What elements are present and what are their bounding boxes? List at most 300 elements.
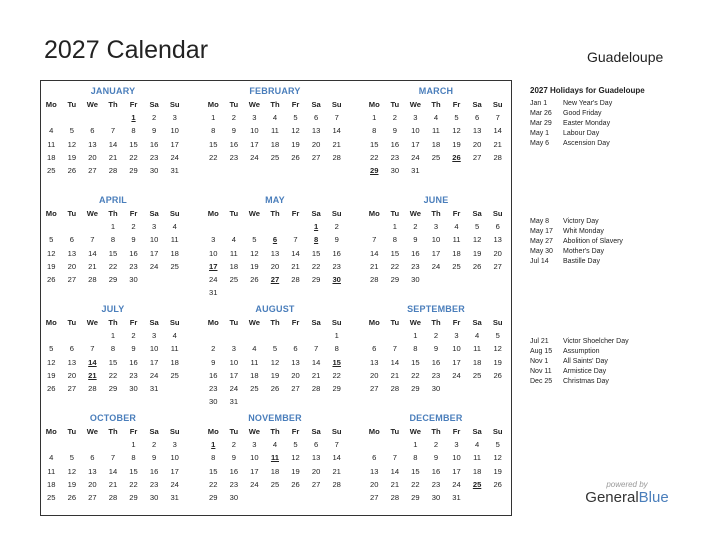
day-cell: 16 [390, 139, 400, 149]
day-cell: 5 [252, 235, 257, 245]
empty-cell [224, 286, 245, 299]
month-name: SEPTEMBER [407, 304, 465, 314]
weekday-header: Fr [452, 427, 461, 437]
day-cell: 9 [151, 453, 157, 463]
empty-cell [426, 164, 447, 177]
day-cell: 6 [90, 453, 95, 463]
day-cell: 3 [231, 344, 236, 354]
holiday-item [530, 257, 623, 267]
day-cell: 13 [370, 466, 379, 476]
day-cell: 3 [172, 440, 177, 450]
weekday-header: Tu [67, 100, 77, 110]
day-cell: 7 [293, 235, 298, 245]
day-cell: 15 [411, 466, 420, 476]
empty-cell [82, 111, 103, 124]
day-cell: 25 [431, 152, 441, 162]
day-cell: 22 [108, 370, 118, 380]
day-cell: 13 [370, 357, 379, 367]
day-cell: 24 [170, 479, 179, 489]
weekday-header: Mo [368, 427, 380, 437]
day-cell: 6 [313, 440, 319, 450]
empty-cell [103, 438, 124, 451]
day-cell: 25 [472, 370, 482, 380]
week-row [364, 369, 508, 382]
day-cell: 16 [229, 466, 239, 476]
weekday-header: Fr [291, 318, 300, 328]
month-june [364, 193, 508, 286]
day-cell: 20 [493, 248, 502, 258]
day-cell: 31 [411, 166, 420, 176]
weekday-header: Mo [207, 427, 219, 437]
day-cell: 25 [270, 479, 280, 489]
empty-cell [285, 286, 306, 299]
day-cell: 11 [271, 126, 279, 136]
day-cell: 6 [372, 453, 377, 463]
holiday-day-cell: 29 [370, 166, 379, 176]
weekday-header: Su [331, 427, 342, 437]
holiday-date: Aug 15 [530, 348, 553, 355]
weekday-header: Mo [207, 100, 219, 110]
day-cell: 27 [88, 493, 97, 503]
week-row [41, 342, 185, 355]
day-cell: 2 [151, 440, 157, 450]
day-cell: 12 [452, 126, 461, 136]
day-cell: 21 [88, 261, 97, 271]
weekday-header: We [248, 209, 261, 219]
empty-cell [164, 382, 185, 395]
day-cell: 10 [431, 235, 441, 245]
day-cell: 25 [170, 370, 179, 380]
weekday-header: Fr [129, 209, 138, 219]
day-cell: 27 [472, 152, 482, 162]
day-cell: 9 [131, 344, 136, 354]
month-table [364, 316, 508, 395]
day-cell: 25 [170, 261, 179, 271]
day-cell: 19 [493, 357, 502, 367]
holiday-group [530, 217, 623, 267]
month-name: APRIL [99, 195, 127, 205]
day-cell: 22 [209, 152, 218, 162]
weekday-header: Tu [229, 427, 239, 437]
day-cell: 7 [392, 453, 397, 463]
empty-cell [326, 286, 347, 299]
day-cell: 12 [291, 453, 300, 463]
day-cell: 7 [110, 126, 116, 136]
day-cell: 15 [129, 139, 138, 149]
day-cell: 19 [291, 139, 300, 149]
day-cell: 2 [413, 222, 418, 232]
empty-cell [82, 220, 103, 233]
week-row [203, 342, 347, 355]
empty-cell [82, 438, 103, 451]
holiday-day-cell: 1 [211, 440, 216, 450]
day-cell: 26 [493, 479, 502, 489]
day-cell: 3 [454, 331, 459, 341]
empty-cell [364, 329, 385, 342]
weekday-header: Tu [229, 209, 239, 219]
weekday-header: Sa [472, 100, 482, 110]
day-cell: 9 [413, 235, 418, 245]
day-cell: 24 [452, 479, 461, 489]
empty-cell [244, 395, 265, 408]
empty-cell [265, 286, 286, 299]
day-cell: 5 [69, 126, 74, 136]
weekday-header: Sa [472, 318, 482, 328]
brand-name [584, 489, 670, 506]
week-row [364, 329, 508, 342]
week-row [41, 111, 185, 124]
month-table [41, 207, 185, 286]
week-row [203, 369, 347, 382]
week-row [41, 465, 185, 478]
weekday-header: Th [270, 209, 280, 219]
holiday-group [530, 99, 612, 149]
day-cell: 13 [311, 453, 321, 463]
day-cell: 8 [392, 235, 397, 245]
week-row [41, 233, 185, 246]
day-cell: 24 [411, 152, 420, 162]
weekday-header: Th [108, 100, 118, 110]
day-cell: 9 [211, 357, 216, 367]
day-cell: 12 [67, 466, 77, 476]
day-cell: 4 [49, 126, 54, 136]
day-cell: 18 [250, 370, 259, 380]
week-row [203, 395, 347, 408]
day-cell: 14 [493, 126, 502, 136]
month-name: AUGUST [255, 304, 295, 314]
empty-cell [144, 273, 165, 286]
day-cell: 15 [411, 357, 420, 367]
day-cell: 10 [170, 126, 179, 136]
day-cell: 21 [332, 466, 341, 476]
week-row [203, 329, 347, 342]
day-cell: 29 [332, 384, 341, 394]
day-cell: 20 [270, 261, 280, 271]
holiday-name: Mother's Day [563, 248, 605, 255]
empty-cell [426, 273, 447, 286]
brand-name-blue: Blue [638, 489, 669, 506]
month-name: NOVEMBER [248, 413, 302, 423]
day-cell: 26 [67, 166, 77, 176]
holiday-item [530, 109, 612, 119]
day-cell: 14 [390, 357, 400, 367]
day-cell: 5 [49, 235, 54, 245]
week-row [203, 247, 347, 260]
weekday-header: Tu [229, 100, 239, 110]
week-row [41, 382, 185, 395]
day-cell: 26 [47, 384, 56, 394]
week-row [41, 260, 185, 273]
holiday-item [530, 237, 623, 247]
week-row [364, 342, 508, 355]
holiday-day-cell: 8 [313, 235, 319, 245]
month-name: DECEMBER [409, 413, 463, 423]
day-cell: 4 [172, 222, 177, 232]
day-cell: 9 [334, 235, 339, 245]
day-cell: 19 [472, 248, 482, 258]
day-cell: 8 [131, 453, 136, 463]
day-cell: 13 [493, 235, 502, 245]
day-cell: 15 [129, 466, 138, 476]
day-cell: 20 [88, 152, 97, 162]
week-row [364, 138, 508, 151]
day-cell: 12 [250, 248, 259, 258]
day-cell: 31 [209, 288, 218, 298]
day-cell: 19 [47, 370, 56, 380]
day-cell: 1 [413, 440, 418, 450]
day-cell: 15 [370, 139, 379, 149]
holiday-day-cell: 1 [313, 222, 319, 232]
day-cell: 14 [332, 126, 341, 136]
week-row [41, 356, 185, 369]
day-cell: 20 [472, 139, 482, 149]
day-cell: 24 [250, 479, 259, 489]
day-cell: 23 [129, 261, 138, 271]
week-row [203, 138, 347, 151]
weekday-header: Th [431, 100, 441, 110]
day-cell: 1 [413, 331, 418, 341]
weekday-header: Mo [368, 100, 380, 110]
day-cell: 28 [88, 275, 97, 285]
empty-cell [41, 111, 62, 124]
weekday-header: Th [270, 318, 280, 328]
day-cell: 31 [452, 493, 461, 503]
day-cell: 23 [431, 370, 441, 380]
empty-cell [224, 329, 245, 342]
empty-cell [285, 329, 306, 342]
day-cell: 7 [495, 113, 500, 123]
day-cell: 4 [252, 344, 257, 354]
holiday-day-cell: 14 [88, 357, 97, 367]
day-cell: 12 [291, 126, 300, 136]
day-cell: 28 [88, 384, 97, 394]
empty-cell [467, 491, 488, 504]
month-table [364, 425, 508, 504]
week-row [364, 465, 508, 478]
day-cell: 4 [231, 235, 236, 245]
empty-cell [306, 286, 327, 299]
day-cell: 8 [110, 235, 116, 245]
day-cell: 3 [252, 440, 257, 450]
weekday-header: Su [492, 100, 503, 110]
week-row [203, 151, 347, 164]
holiday-name: Good Friday [563, 110, 602, 117]
holiday-name: All Saints' Day [563, 358, 608, 365]
weekday-header: Su [169, 209, 180, 219]
empty-cell [306, 491, 327, 504]
day-cell: 21 [390, 479, 400, 489]
holiday-day-cell: 6 [272, 235, 278, 245]
week-row [364, 478, 508, 491]
week-row [364, 233, 508, 246]
weekday-header: Sa [311, 318, 321, 328]
day-cell: 1 [392, 222, 397, 232]
holiday-name: Bastille Day [563, 258, 600, 265]
holiday-name: Assumption [563, 348, 600, 355]
week-row [203, 260, 347, 273]
empty-cell [82, 329, 103, 342]
holiday-day-cell: 30 [332, 275, 341, 285]
week-row [41, 220, 185, 233]
holiday-day-cell: 15 [332, 357, 341, 367]
day-cell: 8 [110, 344, 116, 354]
day-cell: 29 [129, 166, 138, 176]
day-cell: 19 [67, 479, 77, 489]
empty-cell [487, 164, 508, 177]
day-cell: 13 [270, 248, 280, 258]
day-cell: 21 [108, 152, 118, 162]
day-cell: 14 [390, 466, 400, 476]
day-cell: 30 [431, 493, 441, 503]
day-cell: 18 [170, 248, 179, 258]
day-cell: 23 [411, 261, 420, 271]
day-cell: 3 [151, 222, 157, 232]
empty-cell [103, 111, 124, 124]
month-name: OCTOBER [89, 413, 137, 423]
weekday-header: We [86, 100, 99, 110]
empty-cell [487, 382, 508, 395]
day-cell: 27 [67, 384, 77, 394]
weekday-header: Tu [390, 318, 400, 328]
day-cell: 15 [390, 248, 400, 258]
day-cell: 11 [473, 344, 482, 354]
day-cell: 26 [291, 152, 300, 162]
day-cell: 12 [47, 357, 56, 367]
holiday-name: Victory Day [563, 218, 599, 225]
month-october [41, 411, 185, 504]
week-row [41, 491, 185, 504]
weekday-header: Mo [207, 209, 219, 219]
week-row [203, 111, 347, 124]
day-cell: 1 [211, 113, 216, 123]
month-february [203, 84, 347, 164]
empty-cell [487, 491, 508, 504]
holiday-date: May 17 [530, 228, 553, 235]
day-cell: 16 [332, 248, 341, 258]
weekday-header: Fr [291, 427, 300, 437]
empty-cell [364, 438, 385, 451]
week-row [41, 478, 185, 491]
day-cell: 24 [452, 370, 461, 380]
holiday-date: Jul 14 [530, 258, 549, 265]
weekday-header: Th [108, 318, 118, 328]
day-cell: 2 [334, 222, 339, 232]
day-cell: 30 [431, 384, 441, 394]
day-cell: 23 [332, 261, 341, 271]
day-cell: 13 [311, 126, 321, 136]
week-row [203, 438, 347, 451]
week-row [364, 164, 508, 177]
weekday-header: Mo [368, 318, 380, 328]
day-cell: 7 [110, 453, 116, 463]
weekday-header: Th [431, 209, 441, 219]
day-cell: 23 [149, 479, 159, 489]
week-row [364, 111, 508, 124]
day-cell: 2 [433, 440, 439, 450]
week-row [41, 151, 185, 164]
day-cell: 8 [211, 126, 216, 136]
day-cell: 24 [250, 152, 259, 162]
day-cell: 11 [170, 344, 179, 354]
day-cell: 11 [47, 466, 56, 476]
day-cell: 17 [149, 248, 159, 258]
day-cell: 11 [170, 235, 179, 245]
empty-cell [265, 491, 286, 504]
day-cell: 1 [334, 331, 339, 341]
holiday-name: New Year's Day [563, 100, 613, 107]
weekday-header: Sa [149, 318, 159, 328]
week-row [364, 151, 508, 164]
day-cell: 25 [229, 275, 239, 285]
empty-cell [467, 382, 488, 395]
day-cell: 30 [411, 275, 420, 285]
holiday-date: May 1 [530, 130, 550, 137]
day-cell: 3 [252, 113, 257, 123]
day-cell: 28 [108, 166, 118, 176]
day-cell: 15 [209, 139, 218, 149]
empty-cell [41, 329, 62, 342]
day-cell: 9 [433, 344, 439, 354]
weekday-header: Mo [45, 318, 57, 328]
day-cell: 16 [129, 248, 138, 258]
day-cell: 21 [493, 139, 502, 149]
day-cell: 2 [131, 331, 136, 341]
day-cell: 28 [370, 275, 379, 285]
empty-cell [244, 286, 265, 299]
month-table [41, 425, 185, 504]
day-cell: 29 [390, 275, 400, 285]
day-cell: 30 [149, 493, 159, 503]
day-cell: 14 [311, 357, 321, 367]
day-cell: 31 [229, 397, 239, 407]
holiday-day-cell: 27 [270, 275, 280, 285]
holiday-name: Christmas Day [563, 378, 609, 385]
day-cell: 17 [250, 466, 259, 476]
holiday-item [530, 99, 612, 109]
day-cell: 14 [108, 466, 118, 476]
day-cell: 18 [452, 248, 461, 258]
weekday-header: Tu [67, 209, 77, 219]
month-july [41, 302, 185, 395]
day-cell: 5 [272, 344, 278, 354]
month-name: FEBRUARY [249, 86, 301, 96]
weekday-header: We [409, 427, 422, 437]
day-cell: 12 [270, 357, 280, 367]
day-cell: 17 [431, 248, 441, 258]
day-cell: 23 [129, 370, 138, 380]
month-may [203, 193, 347, 299]
day-cell: 4 [49, 453, 54, 463]
day-cell: 28 [108, 493, 118, 503]
empty-cell [306, 395, 327, 408]
weekday-header: Su [169, 318, 180, 328]
empty-cell [265, 395, 286, 408]
day-cell: 5 [49, 344, 54, 354]
day-cell: 26 [472, 261, 482, 271]
day-cell: 10 [149, 344, 159, 354]
day-cell: 2 [151, 113, 157, 123]
weekday-header: Fr [452, 100, 461, 110]
month-table [364, 207, 508, 286]
day-cell: 5 [454, 113, 459, 123]
day-cell: 28 [493, 152, 502, 162]
day-cell: 14 [291, 248, 300, 258]
week-row [203, 124, 347, 137]
day-cell: 15 [311, 248, 321, 258]
weekday-header: Tu [67, 427, 77, 437]
day-cell: 28 [311, 384, 321, 394]
empty-cell [244, 220, 265, 233]
